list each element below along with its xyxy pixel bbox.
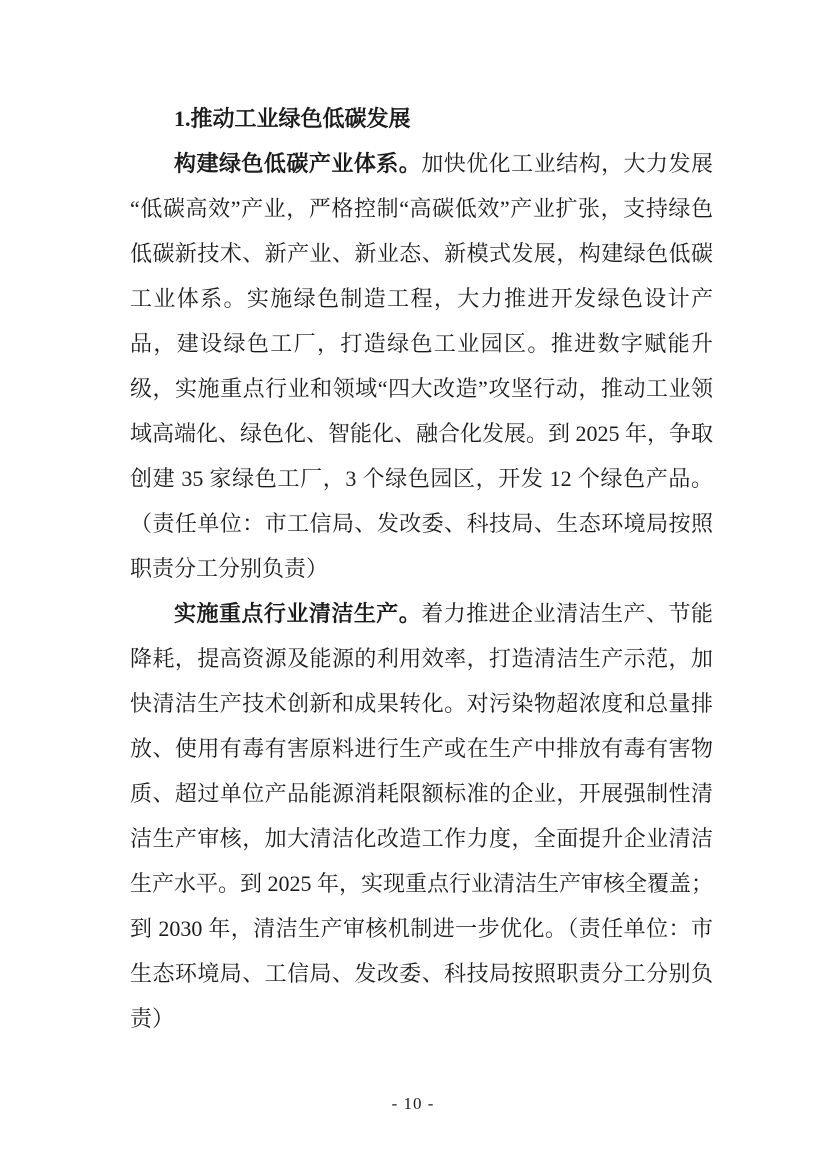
paragraph (130, 141, 713, 591)
paragraph-body: 加快优化工业结构，大力发展“低碳高效”产业，严格控制“高碳低效”产业扩张，支持绿色低碳新技术、新产业、新业态、新模式发展，构建绿色低碳工业体系。实施绿色制造工程，大力推进开发绿色设计产品，建设绿色工厂，打造绿色工业园区。推进数字赋能升级，实施重点行业和领域“四大改造”攻坚行动，推动工业领域高端化、绿色化、智能化、融合化发展。到 2025 年，争取创建 35 家绿色工厂，3 个绿色园区，开发 12 个绿色产品。（责任单位：市工信局、发改委、科技局、生态环境局按照职责分工分别负责） (130, 151, 714, 581)
section-heading: 1.推动工业绿色低碳发展 (174, 106, 411, 131)
paragraph-body: 着力推进企业清洁生产、节能降耗，提高资源及能源的利用效率，打造清洁生产示范，加快清洁生产技术创新和成果转化。对污染物超浓度和总量排放、使用有毒有害原料进行生产或在生产中排放有毒有害物质、超过单位产品能源消耗限额标准的企业，开展强制性清洁生产审核，加大清洁化改造工作力度，全面提升企业清洁生产水平。到 2025 年，实现重点行业清洁生产审核全覆盖；到 2030 年，清洁生产审核机制进一步优化。（责任单位：市生态环境局、工信局、发改委、科技局按照职责分工分别负责） (130, 601, 714, 1031)
paragraph-lead: 构建绿色低碳产业体系。 (174, 151, 422, 176)
paragraph-lead: 实施重点行业清洁生产。 (174, 601, 422, 626)
page-number: - 10 - (391, 1094, 435, 1113)
document-text-block (130, 96, 713, 1041)
paragraph (130, 591, 713, 1041)
